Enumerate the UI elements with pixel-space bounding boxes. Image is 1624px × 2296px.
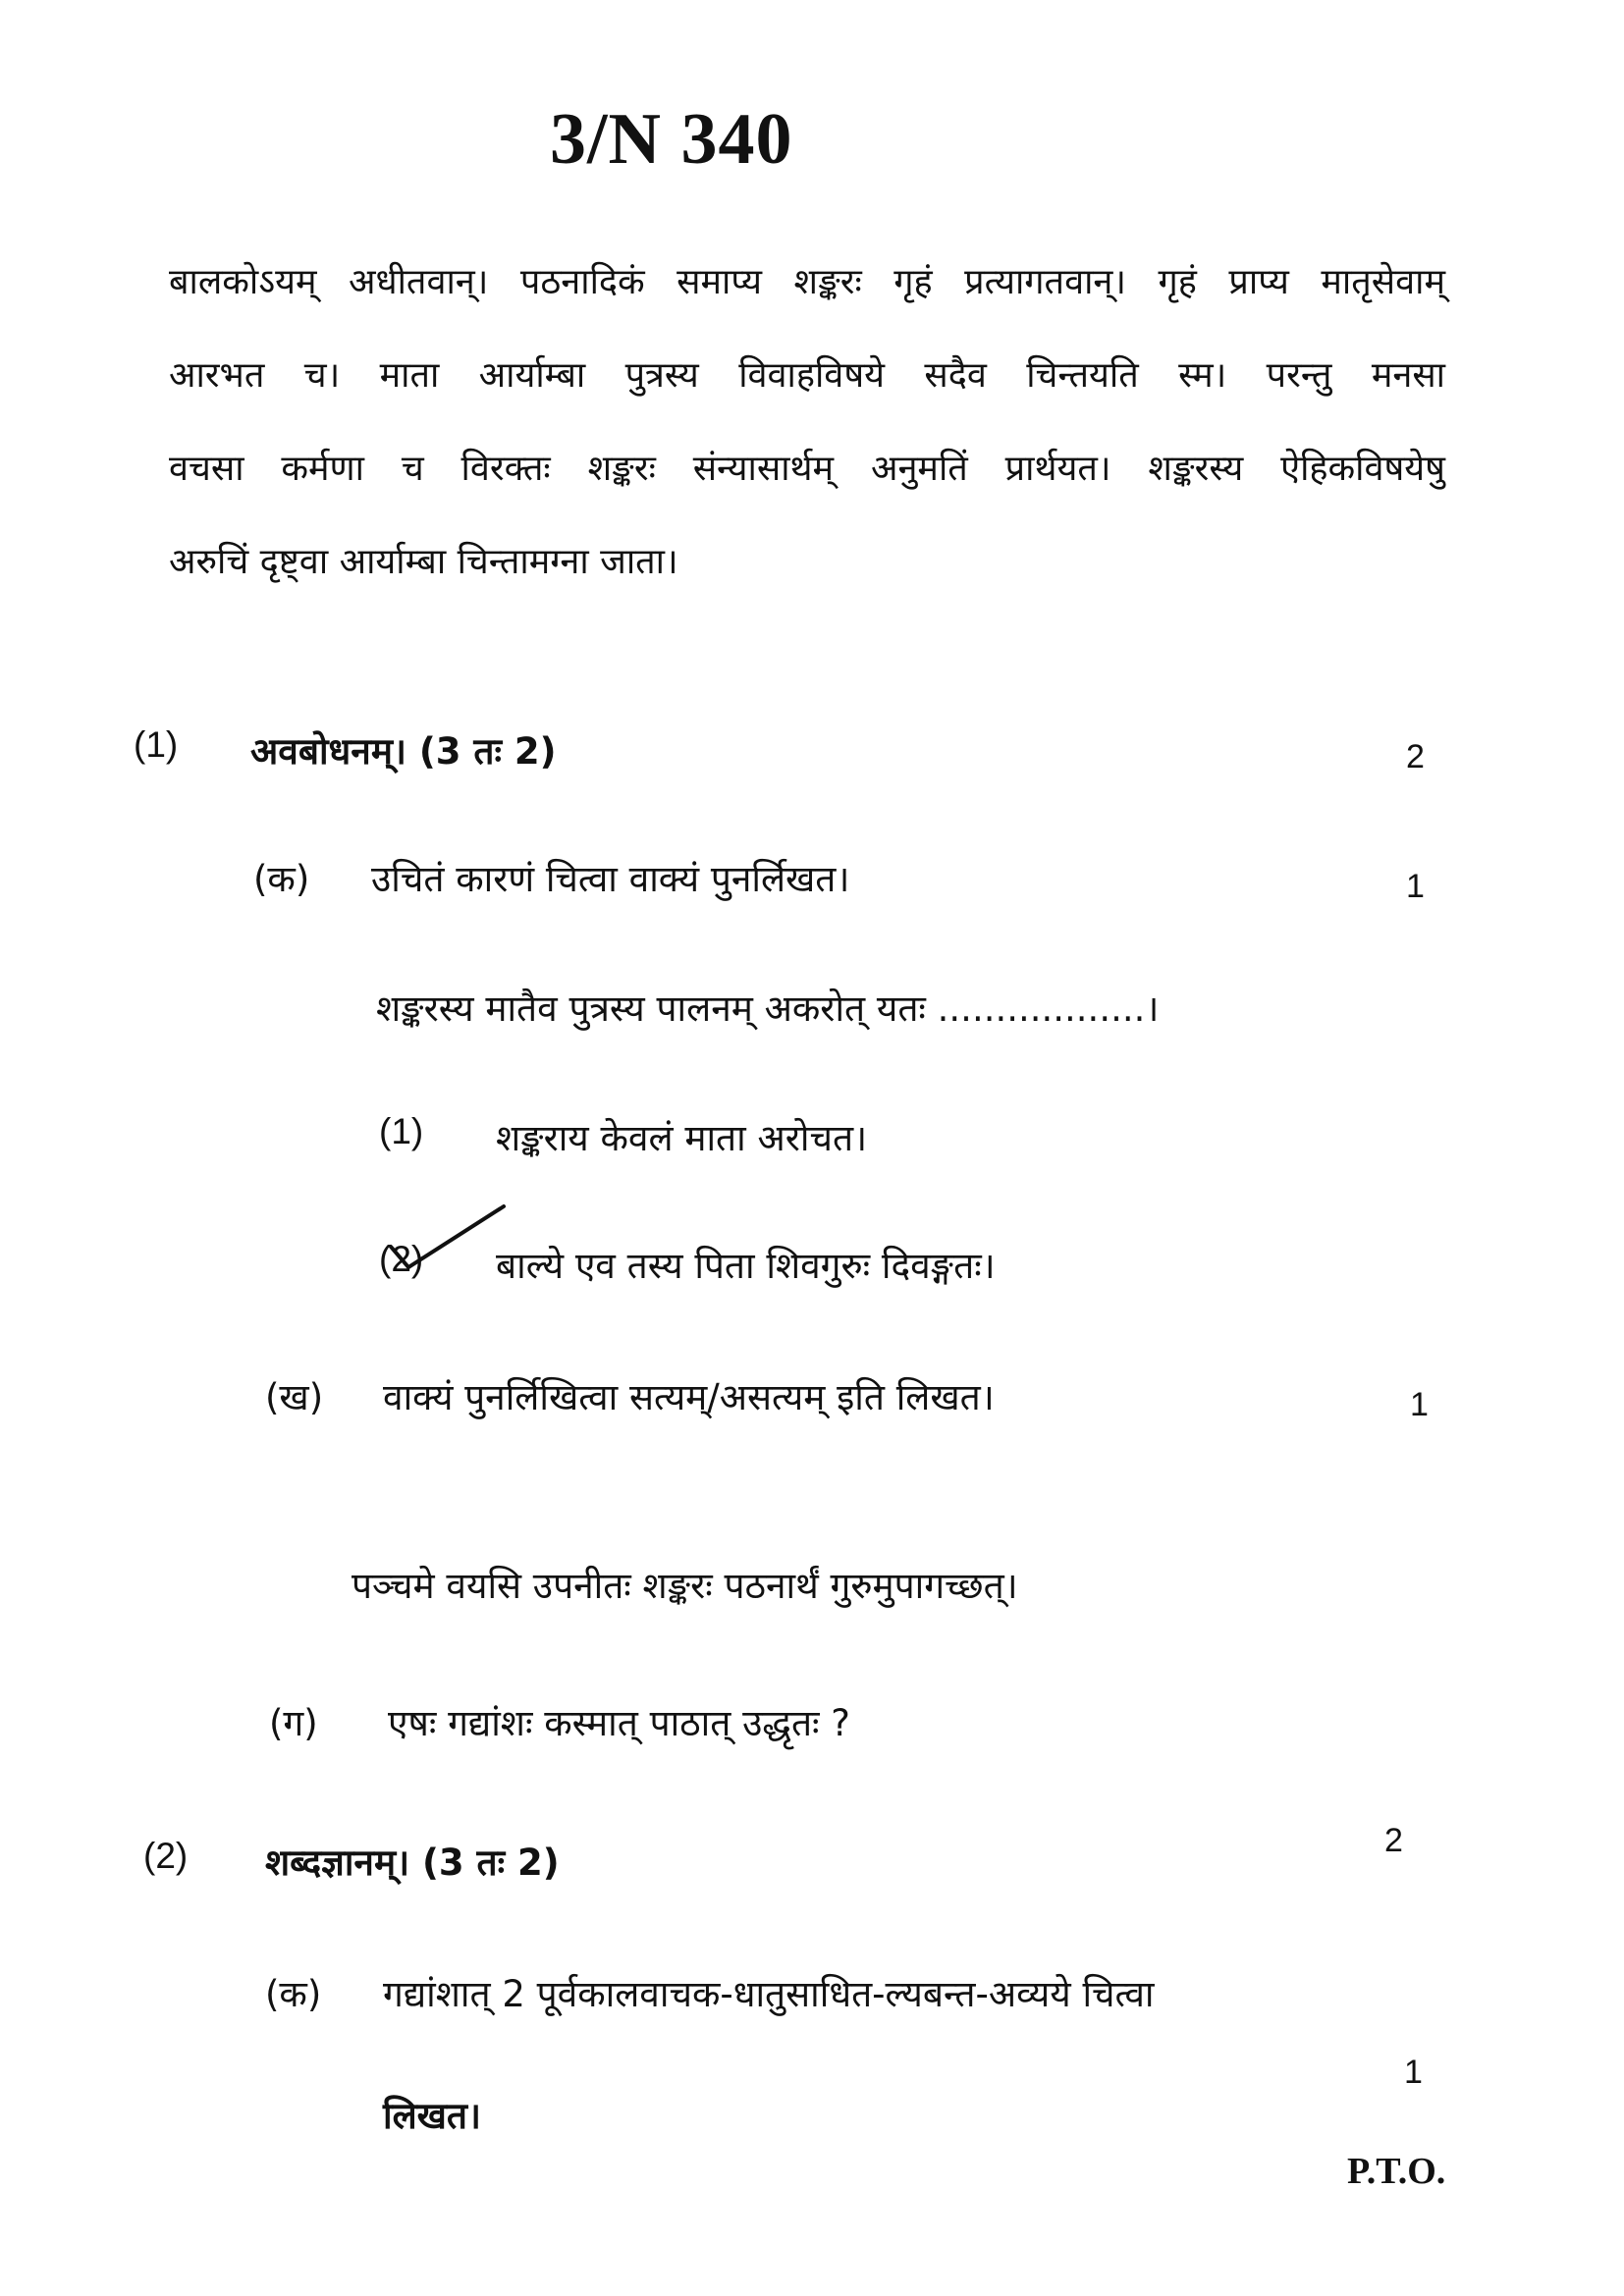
passage-line: अरुचिं दृष्ट्वा आर्याम्बा चिन्तामग्ना जाता। — [169, 542, 678, 582]
tick-mark-icon — [381, 1202, 514, 1281]
q1a-option2-number: (2) — [379, 1239, 424, 1279]
q1a-option1-text: शङ्कराय केवलं माता अरोचत। — [496, 1117, 868, 1159]
q2a-label: (क) — [265, 1973, 322, 2015]
q1a-text: उचितं कारणं चित्वा वाक्यं पुनर्लिखत। — [371, 858, 850, 900]
q1a-label: (क) — [253, 858, 310, 900]
passage — [169, 236, 1445, 609]
q2-title: शब्दज्ञानम्। (3 तः 2) — [265, 1842, 560, 1884]
q2a-marks: 1 — [1404, 2054, 1423, 2091]
q2a-text: गद्यांशात् 2 पूर्वकालवाचक-धातुसाधित-ल्यबन्त-अव्यये चित्वा — [383, 1973, 1155, 2015]
passage-line: आरभत च। माता आर्याम्बा पुत्रस्य विवाहविषये सदैव चिन्तयति स्म। परन्तु मनसा — [169, 355, 1445, 396]
q1b-label: (ख) — [265, 1376, 324, 1418]
q2-marks: 2 — [1384, 1822, 1403, 1859]
paper-code: 3/N 340 — [550, 99, 793, 180]
q1-title: अवबोधनम्। (3 तः 2) — [250, 730, 557, 773]
q2-number: (2) — [143, 1836, 189, 1876]
q1-number: (1) — [134, 724, 179, 765]
passage-line: वचसा कर्मणा च विरक्तः शङ्करः संन्यासार्थम् अनुमतिं प्रार्थयत। शङ्करस्य ऐहिकविषयेषु — [169, 449, 1445, 489]
q1a-option1-number: (1) — [379, 1111, 424, 1151]
q1a-option2-text: बाल्ये एव तस्य पिता शिवगुरुः दिवङ्गतः। — [496, 1245, 996, 1287]
page-turn-note: P.T.O. — [1347, 2151, 1446, 2192]
q1b-text: वाक्यं पुनर्लिखित्वा सत्यम्/असत्यम् इति लिखत। — [383, 1376, 995, 1418]
q1c-label: (ग) — [269, 1702, 318, 1744]
q1a-marks: 1 — [1406, 868, 1425, 905]
q1a-sentence: शङ्करस्य मातैव पुत्रस्य पालनम् अकरोत् यतः ..................। — [376, 988, 1160, 1030]
passage-line: बालकोऽयम् अधीतवान्। पठनादिकं समाप्य शङ्करः गृहं प्रत्यागतवान्। गृहं प्राप्य मातृसेवाम् — [169, 262, 1445, 302]
q1b-sentence: पञ्चमे वयसि उपनीतः शङ्करः पठनार्थं गुरुमुपागच्छत्। — [352, 1565, 1018, 1607]
q1c-text: एषः गद्यांशः कस्मात् पाठात् उद्धृतः ? — [388, 1702, 850, 1744]
q1b-marks: 1 — [1410, 1386, 1429, 1423]
q2a-text-continued: लिखत। — [383, 2095, 482, 2137]
q1-marks: 2 — [1406, 738, 1425, 775]
